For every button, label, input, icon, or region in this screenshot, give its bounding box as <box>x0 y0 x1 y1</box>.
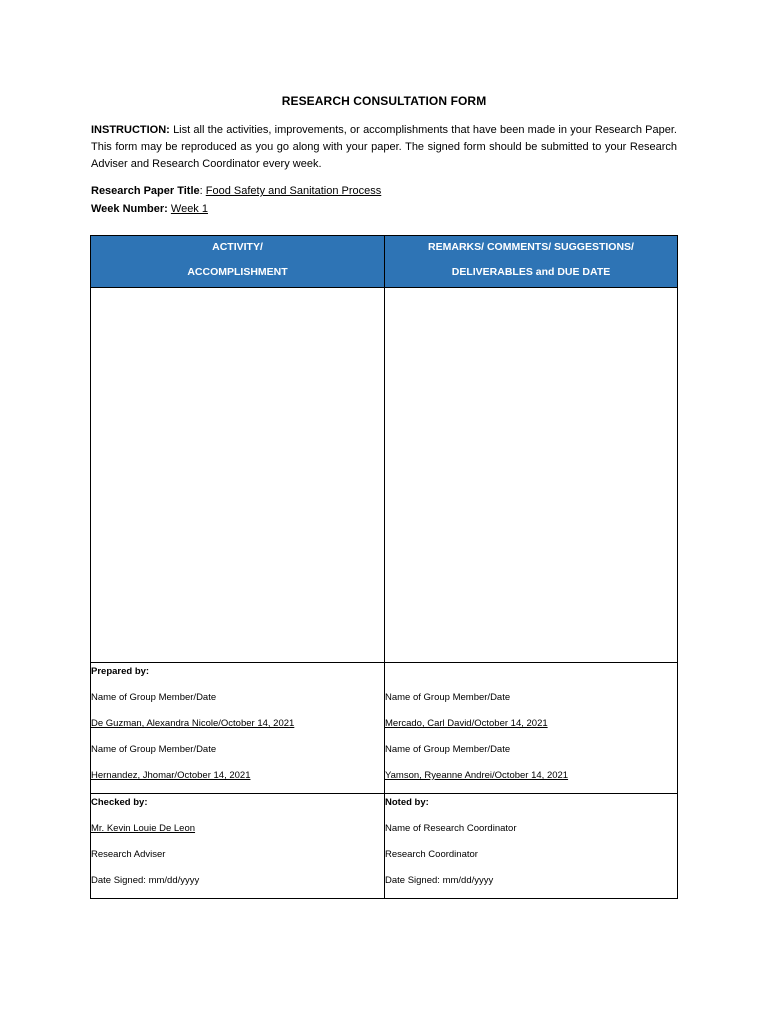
member-caption: Name of Group Member/Date <box>91 744 217 755</box>
table-body-row <box>91 288 678 663</box>
instruction-text: List all the activities, improvements, or accomplishments that have been made in your Research Paper. This form may be reproduced as you go along with your paper. The signed form should be submitted to your Research Adviser and Research Coordinator every week. <box>91 124 677 170</box>
coordinator-date-signed: Date Signed: mm/dd/yyyy <box>385 875 494 886</box>
activity-header-line2: ACCOMPLISHMENT <box>187 266 288 278</box>
adviser-role: Research Adviser <box>91 849 166 860</box>
prepared-left-cell <box>91 663 385 794</box>
checked-label: Checked by: <box>91 797 148 808</box>
member-signature: De Guzman, Alexandra Nicole/October 14, 2021 <box>91 718 295 729</box>
member-caption: Name of Group Member/Date <box>91 692 217 703</box>
form-title: RESEARCH CONSULTATION FORM <box>281 94 487 108</box>
paper-title-separator: : <box>199 185 206 197</box>
activity-header-line1: ACTIVITY/ <box>212 241 263 253</box>
prepared-label: Prepared by: <box>91 666 150 677</box>
table-header-row <box>91 236 678 288</box>
noted-label: Noted by: <box>385 797 429 808</box>
remarks-header <box>385 236 678 288</box>
remarks-header-line1: REMARKS/ COMMENTS/ SUGGESTIONS/ <box>428 241 634 253</box>
adviser-date-signed: Date Signed: mm/dd/yyyy <box>91 875 200 886</box>
paper-title-value: Food Safety and Sanitation Process <box>205 185 382 197</box>
member-signature: Hernandez, Jhomar/October 14, 2021 <box>91 770 251 781</box>
prepared-row <box>91 663 678 794</box>
prepared-right-cell <box>385 663 678 794</box>
paper-title-line <box>91 183 381 200</box>
paper-title-label: Research Paper Title <box>91 185 200 197</box>
member-signature: Mercado, Carl David/October 14, 2021 <box>385 718 548 729</box>
week-number-value: Week 1 <box>170 203 208 215</box>
noted-cell <box>385 794 678 899</box>
coordinator-role: Research Coordinator <box>385 849 478 860</box>
week-number-line <box>91 201 208 218</box>
activity-cell[interactable] <box>91 288 385 663</box>
consultation-table <box>90 235 678 899</box>
member-caption: Name of Group Member/Date <box>385 744 511 755</box>
activity-header <box>91 236 385 288</box>
instruction-label: INSTRUCTION: <box>91 124 170 136</box>
member-signature: Yamson, Ryeanne Andrei/October 14, 2021 <box>385 770 569 781</box>
adviser-name: Mr. Kevin Louie De Leon <box>91 823 196 834</box>
remarks-header-line2: DELIVERABLES and DUE DATE <box>451 266 611 278</box>
member-caption: Name of Group Member/Date <box>385 692 511 703</box>
week-number-label: Week Number: <box>91 203 168 215</box>
checked-cell <box>91 794 385 899</box>
remarks-cell[interactable] <box>385 288 678 663</box>
coordinator-name: Name of Research Coordinator <box>385 823 517 834</box>
instruction-paragraph <box>91 122 677 173</box>
prepared-right-spacer <box>385 665 677 689</box>
approval-row <box>91 794 678 899</box>
